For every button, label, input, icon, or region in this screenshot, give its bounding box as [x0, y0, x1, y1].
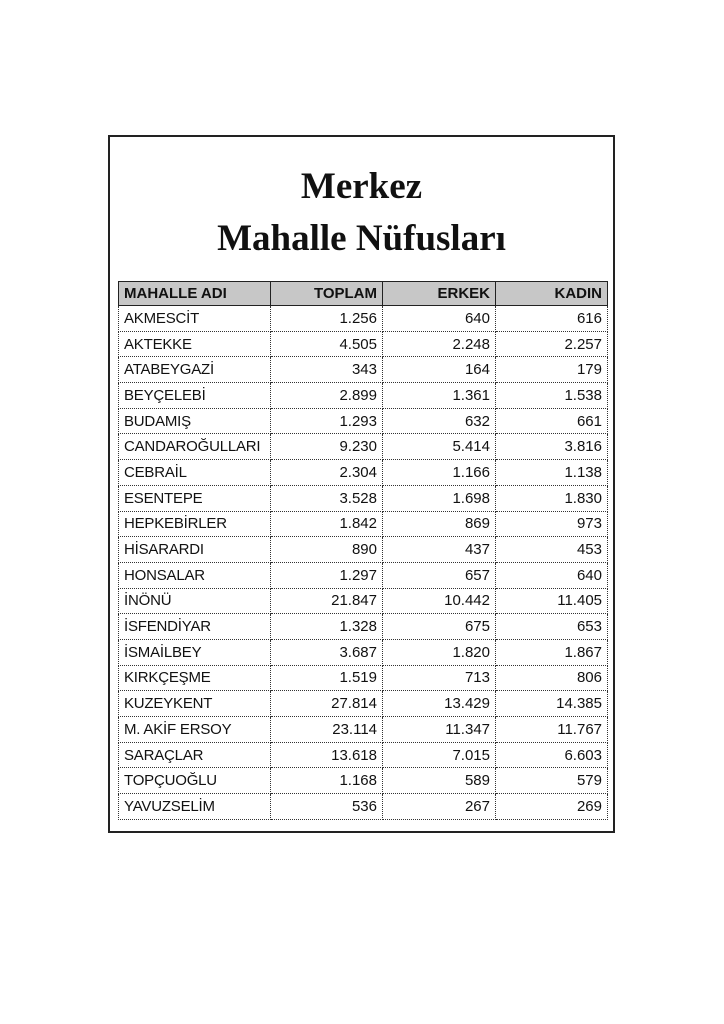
cell-toplam: 23.114	[271, 717, 383, 743]
table-row	[119, 691, 608, 717]
table-row	[119, 460, 608, 486]
cell-kadin: 640	[496, 562, 608, 588]
cell-erkek: 13.429	[383, 691, 496, 717]
cell-mahalle: ATABEYGAZİ	[119, 357, 271, 383]
cell-erkek: 2.248	[383, 331, 496, 357]
cell-erkek: 713	[383, 665, 496, 691]
table-row	[119, 306, 608, 332]
cell-kadin: 1.830	[496, 485, 608, 511]
cell-erkek: 1.361	[383, 383, 496, 409]
table-body	[119, 306, 608, 820]
cell-erkek: 437	[383, 537, 496, 563]
cell-erkek: 675	[383, 614, 496, 640]
cell-kadin: 11.405	[496, 588, 608, 614]
cell-erkek: 657	[383, 562, 496, 588]
cell-toplam: 1.842	[271, 511, 383, 537]
cell-erkek: 267	[383, 794, 496, 820]
column-header-erkek: ERKEK	[383, 282, 496, 306]
cell-mahalle: BEYÇELEBİ	[119, 383, 271, 409]
cell-toplam: 21.847	[271, 588, 383, 614]
cell-toplam: 1.293	[271, 408, 383, 434]
cell-erkek: 1.820	[383, 639, 496, 665]
document-frame	[108, 135, 615, 833]
cell-kadin: 453	[496, 537, 608, 563]
cell-toplam: 3.687	[271, 639, 383, 665]
column-header-toplam: TOPLAM	[271, 282, 383, 306]
cell-mahalle: İSFENDİYAR	[119, 614, 271, 640]
table-row	[119, 768, 608, 794]
table-row	[119, 408, 608, 434]
cell-toplam: 890	[271, 537, 383, 563]
table-row	[119, 485, 608, 511]
cell-toplam: 1.256	[271, 306, 383, 332]
cell-erkek: 632	[383, 408, 496, 434]
table-row	[119, 537, 608, 563]
cell-mahalle: KIRKÇEŞME	[119, 665, 271, 691]
table-header-row	[119, 282, 608, 306]
cell-mahalle: AKTEKKE	[119, 331, 271, 357]
table-row	[119, 614, 608, 640]
cell-mahalle: HONSALAR	[119, 562, 271, 588]
cell-kadin: 1.538	[496, 383, 608, 409]
cell-toplam: 1.168	[271, 768, 383, 794]
cell-mahalle: TOPÇUOĞLU	[119, 768, 271, 794]
cell-toplam: 1.519	[271, 665, 383, 691]
cell-erkek: 640	[383, 306, 496, 332]
column-header-kadin: KADIN	[496, 282, 608, 306]
table-row	[119, 742, 608, 768]
table-row	[119, 639, 608, 665]
population-table	[118, 281, 608, 820]
cell-kadin: 14.385	[496, 691, 608, 717]
cell-erkek: 164	[383, 357, 496, 383]
cell-toplam: 343	[271, 357, 383, 383]
cell-mahalle: AKMESCİT	[119, 306, 271, 332]
cell-mahalle: CEBRAİL	[119, 460, 271, 486]
cell-toplam: 13.618	[271, 742, 383, 768]
table-row	[119, 383, 608, 409]
cell-kadin: 179	[496, 357, 608, 383]
table-header	[119, 282, 608, 306]
table-row	[119, 588, 608, 614]
cell-toplam: 2.304	[271, 460, 383, 486]
column-header-mahalle: MAHALLE ADI	[119, 282, 271, 306]
cell-kadin: 3.816	[496, 434, 608, 460]
cell-erkek: 10.442	[383, 588, 496, 614]
cell-toplam: 9.230	[271, 434, 383, 460]
cell-toplam: 4.505	[271, 331, 383, 357]
cell-kadin: 1.138	[496, 460, 608, 486]
cell-toplam: 1.328	[271, 614, 383, 640]
cell-erkek: 1.698	[383, 485, 496, 511]
page-title	[110, 161, 613, 265]
table-row	[119, 511, 608, 537]
cell-erkek: 11.347	[383, 717, 496, 743]
title-line-1: Merkez	[300, 166, 423, 207]
cell-kadin: 11.767	[496, 717, 608, 743]
cell-erkek: 589	[383, 768, 496, 794]
table-row	[119, 794, 608, 820]
cell-kadin: 579	[496, 768, 608, 794]
cell-kadin: 616	[496, 306, 608, 332]
cell-toplam: 3.528	[271, 485, 383, 511]
cell-mahalle: M. AKİF ERSOY	[119, 717, 271, 743]
cell-kadin: 661	[496, 408, 608, 434]
cell-mahalle: İNÖNÜ	[119, 588, 271, 614]
cell-erkek: 869	[383, 511, 496, 537]
cell-kadin: 806	[496, 665, 608, 691]
table-row	[119, 562, 608, 588]
cell-erkek: 5.414	[383, 434, 496, 460]
cell-kadin: 2.257	[496, 331, 608, 357]
cell-toplam: 27.814	[271, 691, 383, 717]
table-row	[119, 434, 608, 460]
cell-kadin: 653	[496, 614, 608, 640]
cell-kadin: 6.603	[496, 742, 608, 768]
cell-erkek: 1.166	[383, 460, 496, 486]
cell-mahalle: İSMAİLBEY	[119, 639, 271, 665]
cell-mahalle: KUZEYKENT	[119, 691, 271, 717]
cell-mahalle: YAVUZSELİM	[119, 794, 271, 820]
table-row	[119, 331, 608, 357]
cell-toplam: 2.899	[271, 383, 383, 409]
cell-kadin: 1.867	[496, 639, 608, 665]
cell-mahalle: CANDAROĞULLARI	[119, 434, 271, 460]
cell-mahalle: BUDAMIŞ	[119, 408, 271, 434]
cell-mahalle: ESENTEPE	[119, 485, 271, 511]
table-row	[119, 717, 608, 743]
cell-erkek: 7.015	[383, 742, 496, 768]
cell-mahalle: HEPKEBİRLER	[119, 511, 271, 537]
cell-kadin: 973	[496, 511, 608, 537]
cell-kadin: 269	[496, 794, 608, 820]
title-line-2: Mahalle Nüfusları	[217, 218, 506, 259]
cell-mahalle: HİSARARDI	[119, 537, 271, 563]
table-row	[119, 357, 608, 383]
cell-toplam: 536	[271, 794, 383, 820]
table-row	[119, 665, 608, 691]
cell-toplam: 1.297	[271, 562, 383, 588]
cell-mahalle: SARAÇLAR	[119, 742, 271, 768]
